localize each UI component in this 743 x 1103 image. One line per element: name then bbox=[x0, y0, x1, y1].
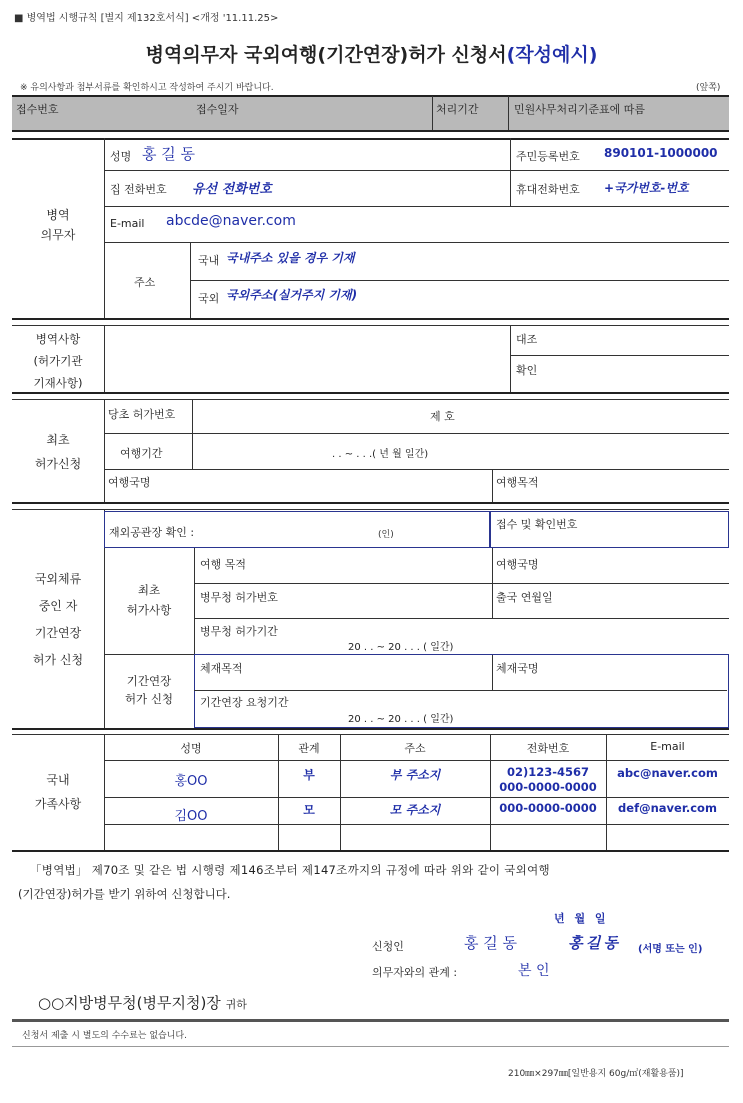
title-main: 병역의무자 국외여행(기간연장)허가 신청서 bbox=[145, 44, 507, 66]
domestic-address-value: 국내주소 있을 경우 기재 bbox=[226, 251, 355, 265]
mma-permit-no-label: 병무청 허가번호 bbox=[200, 591, 278, 604]
military-check-label: 대조 bbox=[516, 333, 538, 346]
family-header-email: E-mail bbox=[650, 740, 685, 753]
title-example: (작성예시) bbox=[506, 44, 598, 66]
applicant-name: 홍 길 동 bbox=[464, 934, 518, 952]
initial-purpose-label: 여행목적 bbox=[496, 476, 539, 489]
section-military: 병역사항 (허가기관 기재사항) bbox=[33, 332, 83, 390]
departure-date-label: 출국 연월일 bbox=[496, 591, 553, 604]
form-header-note: ■ 병역법 시행규칙 [별지 제132호서식] <개정 '11.11.25> bbox=[14, 13, 279, 24]
mobile-value: +국가번호-번호 bbox=[604, 181, 689, 195]
initial-period-value: . . ~ . . .( 년 월 일간) bbox=[332, 449, 429, 460]
fee-note: 신청서 제출 시 별도의 수수료는 없습니다. bbox=[22, 1031, 187, 1041]
applicant-label: 신청인 bbox=[372, 940, 404, 953]
family-header-name: 성명 bbox=[180, 742, 202, 755]
name-label: 성명 bbox=[110, 150, 132, 163]
family-header-phone: 전화번호 bbox=[526, 742, 570, 755]
processing-period-value: 민원사무처리기준표에 따름 bbox=[514, 103, 646, 116]
extension-request-box bbox=[194, 654, 729, 728]
name-value: 홍 길 동 bbox=[142, 145, 196, 163]
home-phone-label: 집 전화번호 bbox=[110, 183, 167, 196]
initial-country-label: 여행국명 bbox=[108, 476, 151, 489]
initial-period-label: 여행기간 bbox=[120, 447, 163, 460]
date-line: 년 월 일 bbox=[554, 912, 606, 925]
processing-period-label: 처리기간 bbox=[436, 103, 479, 116]
addressee bbox=[38, 992, 247, 1013]
family-name: 홍OO bbox=[174, 774, 208, 789]
relation-label: 의무자와의 관계 : bbox=[372, 966, 458, 979]
mobile-label: 휴대전화번호 bbox=[516, 183, 580, 196]
foreign-address-label: 국외 bbox=[198, 292, 220, 305]
family-name: 김OO bbox=[174, 809, 208, 824]
family-header-relation: 관계 bbox=[298, 742, 320, 755]
receipt-date-label: 접수일자 bbox=[196, 103, 239, 116]
instruction-note: ※ 유의사항과 첨부서류를 확인하시고 작성하여 주시기 바랍니다. bbox=[20, 83, 274, 93]
initial-permit-no-value: 제 호 bbox=[430, 410, 455, 423]
stay-purpose-label: 체재목적 bbox=[200, 662, 243, 675]
page-title bbox=[0, 40, 743, 67]
travel-purpose-label: 여행 목적 bbox=[200, 558, 247, 571]
email-value: abcde@naver.com bbox=[166, 213, 296, 229]
rrn-label: 주민등록번호 bbox=[516, 150, 580, 163]
family-relation: 모 bbox=[303, 803, 315, 817]
foreign-address-value: 국외주소(실거주지 기재) bbox=[226, 288, 358, 302]
family-header-address: 주소 bbox=[404, 742, 426, 755]
handwritten-signature: 홍 길 동 bbox=[568, 934, 617, 952]
initial-permit-subsection: 최초 허가사항 bbox=[126, 583, 172, 617]
family-phone-1: 02)123-4567 bbox=[506, 765, 590, 779]
section-initial-permit: 최초 허가신청 bbox=[34, 433, 82, 471]
mma-period-label: 병무청 허가기간 bbox=[200, 625, 278, 638]
statement-line-2: (기간연장)허가를 받기 위하여 신청합니다. bbox=[18, 887, 231, 901]
travel-country-label: 여행국명 bbox=[496, 558, 539, 571]
mma-period-value: 20 . . ~ 20 . . . ( 일간) bbox=[348, 642, 454, 653]
domestic-address-label: 국내 bbox=[198, 254, 220, 267]
address-label: 주소 bbox=[134, 276, 156, 289]
military-confirm-label: 확인 bbox=[516, 364, 538, 377]
family-address: 부 주소지 bbox=[389, 768, 441, 782]
consulate-confirm-label: 재외공관장 확인 : bbox=[109, 526, 195, 539]
family-email: def@naver.com bbox=[618, 801, 717, 815]
receipt-no-label: 접수 및 확인번호 bbox=[496, 518, 578, 531]
statement-line-1: 「병역법」 제70조 및 같은 법 시행령 제146조부터 제147조까지의 규정에 따라 위와 같이 국외여행 bbox=[30, 863, 550, 877]
section-family: 국내 가족사항 bbox=[34, 773, 82, 811]
addressee-name: ○○지방병무청(병무지청)장 bbox=[38, 994, 221, 1012]
email-label: E-mail bbox=[110, 217, 145, 230]
addressee-suffix: 귀하 bbox=[225, 998, 247, 1011]
home-phone-value: 유선 전화번호 bbox=[192, 182, 272, 197]
section-applicant: 병역 의무자 bbox=[40, 208, 76, 242]
receipt-number-label: 접수번호 bbox=[16, 103, 59, 116]
extension-period-value: 20 . . ~ 20 . . . ( 일간) bbox=[348, 714, 454, 725]
paper-spec: 210㎜×297㎜[일반용지 60g/㎡(재활용품)] bbox=[508, 1069, 684, 1079]
stay-country-label: 체재국명 bbox=[496, 662, 539, 675]
family-phone-1: 000-0000-0000 bbox=[499, 801, 597, 815]
initial-permit-no-label: 당초 허가번호 bbox=[108, 408, 176, 421]
section-extension: 국외체류 중인 자 기간연장 허가 신청 bbox=[32, 572, 84, 667]
extension-request-subsection: 기간연장 허가 신청 bbox=[124, 674, 174, 706]
family-address: 모 주소지 bbox=[389, 803, 441, 817]
family-phone-2: 000-0000-0000 bbox=[499, 780, 597, 794]
consulate-seal-label: (인) bbox=[378, 530, 394, 540]
rrn-value: 890101-1000000 bbox=[604, 146, 718, 160]
page-side-note: (앞쪽) bbox=[696, 83, 721, 93]
sign-note: (서명 또는 인) bbox=[638, 944, 703, 955]
relation-value: 본 인 bbox=[518, 963, 550, 979]
family-relation: 부 bbox=[303, 768, 315, 782]
extension-period-label: 기간연장 요청기간 bbox=[200, 696, 289, 709]
family-email: abc@naver.com bbox=[617, 766, 718, 780]
